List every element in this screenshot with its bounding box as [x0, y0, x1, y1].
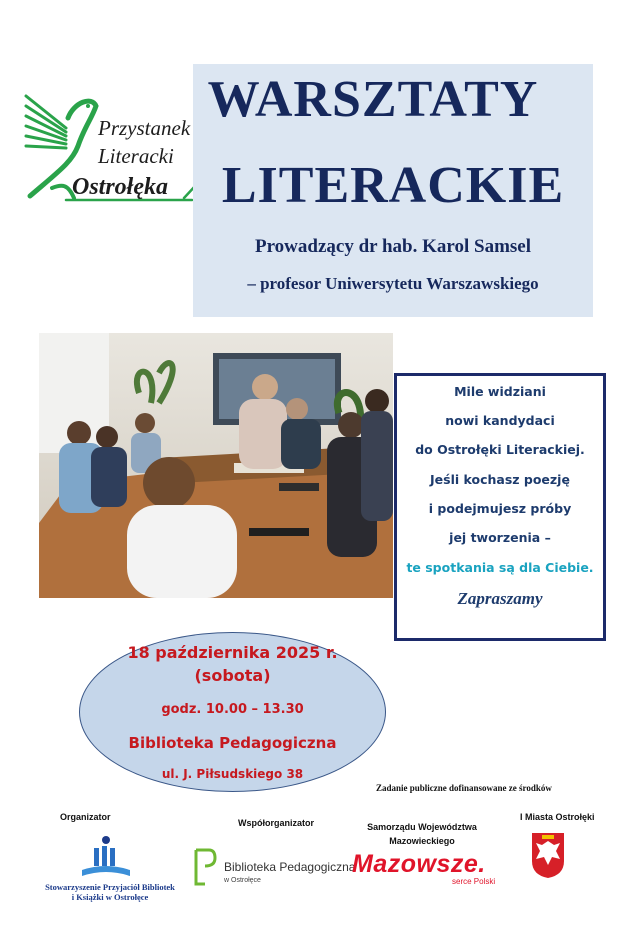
- event-time: godz. 10.00 – 13.30: [161, 702, 304, 717]
- event-address: ul. J. Piłsudskiego 38: [161, 767, 304, 781]
- society-name-line-2: i Książki w Ostrołęce: [71, 892, 149, 902]
- organizer-label: Organizator: [60, 812, 111, 822]
- event-details-ellipse: [79, 632, 386, 792]
- region-label: [367, 820, 477, 848]
- library-sub: w Ostrołęce: [224, 877, 261, 884]
- info-line: do Ostrołęki Literackiej.: [415, 442, 585, 457]
- logo-line-1: Przystanek: [98, 116, 191, 140]
- title-line-1: WARSZTATY: [207, 71, 539, 128]
- leader-title: – profesor Uniwersytetu Warszawskiego: [247, 274, 539, 293]
- mazowsze-slogan: serce Polski: [452, 877, 496, 886]
- event-date: 18 października 2025 r.: [127, 643, 338, 662]
- library-name: Biblioteka Pedagogiczna: [224, 860, 356, 874]
- leader-name: Prowadzący dr hab. Karol Samsel: [254, 236, 532, 257]
- event-day: (sobota): [194, 666, 271, 685]
- mazowsze-logo: Mazowsze.: [352, 850, 486, 878]
- eagle-crest-icon: [530, 831, 566, 879]
- info-highlight: te spotkania są dla Ciebie.: [406, 560, 594, 575]
- invite-text: Zapraszamy: [457, 589, 543, 608]
- city-label: I Miasta Ostrołęki: [520, 812, 595, 822]
- event-place: Biblioteka Pedagogiczna: [128, 734, 337, 752]
- title-panel: [193, 64, 593, 317]
- info-line: jej tworzenia –: [449, 530, 551, 545]
- info-line: i podejmujesz próby: [428, 501, 572, 516]
- region-label-line-2: Mazowieckiego: [389, 836, 455, 846]
- logo-line-2: Literacki: [98, 144, 174, 168]
- info-line: Mile widziani: [454, 384, 546, 399]
- society-logo-icon: [76, 832, 136, 882]
- przystanek-literacki-logo: [22, 88, 197, 208]
- logo-line-3: Ostrołęka: [72, 174, 168, 200]
- coorganizer-label: Współorganizator: [238, 818, 314, 828]
- society-name-line-1: Stowarzyszenie Przyjaciół Bibliotek: [45, 882, 175, 892]
- region-label-line-1: Samorządu Województwa: [367, 822, 477, 832]
- title-line-2: LITERACKIE: [221, 157, 565, 214]
- invitation-box: [394, 373, 606, 641]
- info-line: Jeśli kochasz poezję: [430, 472, 570, 487]
- workshop-photo: [39, 333, 393, 598]
- funding-note: Zadanie publiczne dofinansowane ze środków: [376, 783, 552, 793]
- info-line: nowi kandydaci: [445, 413, 555, 428]
- library-logo-icon: [193, 848, 217, 886]
- society-name: [30, 882, 190, 902]
